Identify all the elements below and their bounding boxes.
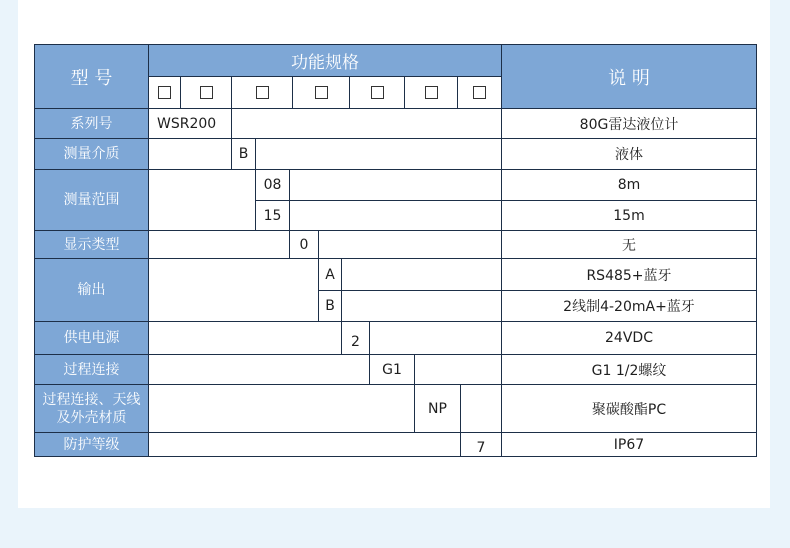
header-functions: 功能规格 [148, 44, 502, 77]
code-output-2: B [318, 290, 342, 322]
label-protection: 防护等级 [34, 432, 149, 457]
empty-cell [148, 169, 256, 231]
empty-cell [148, 384, 415, 433]
desc-output-1: RS485+蓝牙 [501, 258, 757, 291]
empty-cell [341, 290, 502, 322]
checkbox-icon [371, 86, 384, 99]
checkbox-icon [200, 86, 213, 99]
code-power: 2 [341, 321, 370, 355]
checkbox-icon [425, 86, 438, 99]
label-material-line2: 及外壳材质 [56, 409, 127, 426]
code-protection: 7 [460, 432, 502, 457]
desc-protection: IP67 [501, 432, 757, 457]
code-medium: B [231, 138, 256, 170]
label-power: 供电电源 [34, 321, 149, 355]
label-display: 显示类型 [34, 230, 149, 259]
desc-process: G1 1/2螺纹 [501, 354, 757, 385]
checkbox-icon [256, 86, 269, 99]
checkbox-icon [158, 86, 171, 99]
label-material-line1: 过程连接、天线 [42, 391, 141, 408]
code-range-2: 15 [255, 200, 290, 231]
label-medium: 测量介质 [34, 138, 149, 170]
code-output-1: A [318, 258, 342, 291]
header-description: 说 明 [501, 44, 757, 109]
checkbox-cell [292, 76, 350, 109]
desc-power: 24VDC [501, 321, 757, 355]
checkbox-cell [349, 76, 405, 109]
empty-cell [460, 384, 502, 433]
desc-output-2: 2线制4-20mA+蓝牙 [501, 290, 757, 322]
desc-material: 聚碳酸酯PC [501, 384, 757, 433]
label-series: 系列号 [34, 108, 149, 139]
code-material: NP [414, 384, 461, 433]
code-display: 0 [289, 230, 319, 259]
code-series: WSR200 [148, 108, 232, 139]
checkbox-icon [473, 86, 486, 99]
checkbox-cell [231, 76, 293, 109]
desc-display: 无 [501, 230, 757, 259]
desc-range-1: 8m [501, 169, 757, 201]
empty-cell [148, 258, 319, 322]
checkbox-cell [148, 76, 181, 109]
empty-cell [289, 200, 502, 231]
empty-cell [148, 354, 370, 385]
empty-cell [255, 138, 502, 170]
empty-cell [148, 230, 290, 259]
empty-cell [318, 230, 502, 259]
desc-medium: 液体 [501, 138, 757, 170]
code-range-1: 08 [255, 169, 290, 201]
checkbox-cell [404, 76, 458, 109]
desc-series: 80G雷达液位计 [501, 108, 757, 139]
label-process: 过程连接 [34, 354, 149, 385]
checkbox-cell [457, 76, 502, 109]
desc-range-2: 15m [501, 200, 757, 231]
empty-cell [341, 258, 502, 291]
checkbox-icon [315, 86, 328, 99]
label-material [34, 384, 149, 433]
empty-cell [231, 108, 502, 139]
empty-cell [148, 432, 461, 457]
header-model: 型 号 [34, 44, 149, 109]
checkbox-cell [180, 76, 232, 109]
empty-cell [414, 354, 502, 385]
empty-cell [289, 169, 502, 201]
empty-cell [148, 138, 232, 170]
label-output: 输出 [34, 258, 149, 322]
empty-cell [148, 321, 342, 355]
empty-cell [369, 321, 502, 355]
code-process: G1 [369, 354, 415, 385]
label-range: 测量范围 [34, 169, 149, 231]
